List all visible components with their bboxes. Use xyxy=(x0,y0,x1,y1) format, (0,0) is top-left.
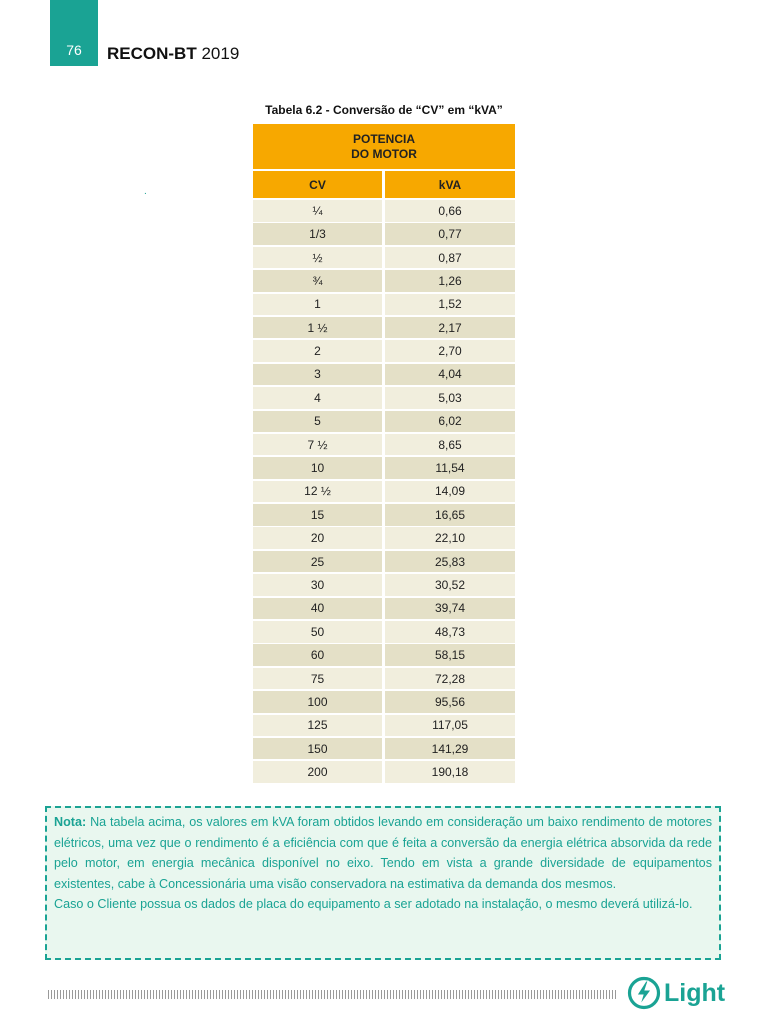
conversion-table xyxy=(253,124,515,785)
table-row xyxy=(253,434,515,456)
table-row xyxy=(253,691,515,713)
table-row xyxy=(253,551,515,573)
column-headers xyxy=(253,171,515,198)
table-row xyxy=(253,294,515,316)
cell-kva: 8,65 xyxy=(385,434,515,456)
table-row xyxy=(253,574,515,596)
cell-kva: 48,73 xyxy=(385,621,515,643)
table-body xyxy=(253,200,515,783)
table-row xyxy=(253,200,515,222)
stray-mark: . xyxy=(144,186,147,197)
table-row xyxy=(253,247,515,269)
cell-kva: 72,28 xyxy=(385,668,515,690)
note-text-1: Na tabela acima, os valores em kVA foram obtidos levando em consideração um baixo rendimento de motores elétricos, uma vez que o rendimento é a eficiência com que é feita a conversão da energia elétrica absorvida da rede pelo motor, em energia mecânica disponível no eixo. Tendo em vista a grande diversidade de equipamentos existentes, cabe à Concessionária uma visão conservadora na estimativa da demanda dos mesmos. xyxy=(54,815,712,891)
footer-barcode-decoration xyxy=(48,990,618,999)
cell-cv: 2 xyxy=(253,340,382,362)
cell-cv: 50 xyxy=(253,621,382,643)
column-header-cv: CV xyxy=(253,171,382,198)
group-header xyxy=(253,124,515,169)
cell-kva: 2,17 xyxy=(385,317,515,339)
cell-kva: 117,05 xyxy=(385,715,515,737)
cell-cv: 15 xyxy=(253,504,382,526)
table-row xyxy=(253,621,515,643)
table-row xyxy=(253,270,515,292)
group-header-line1: POTENCIA xyxy=(352,131,415,146)
note-paragraph-2: Caso o Cliente possua os dados de placa do equipamento a ser adotado na instalação, o mesmo deverá utilizá-lo. xyxy=(54,897,693,912)
table-row xyxy=(253,481,515,503)
cell-kva: 5,03 xyxy=(385,387,515,409)
cell-kva: 0,87 xyxy=(385,247,515,269)
cell-kva: 16,65 xyxy=(385,504,515,526)
cell-cv: 1 xyxy=(253,294,382,316)
table-caption: Tabela 6.2 - Conversão de “CV” em “kVA” xyxy=(265,103,503,117)
cell-kva: 4,04 xyxy=(385,364,515,386)
table-row xyxy=(253,457,515,479)
table-row xyxy=(253,364,515,386)
table-row xyxy=(253,598,515,620)
cell-kva: 2,70 xyxy=(385,340,515,362)
cell-cv: 3 xyxy=(253,364,382,386)
table-row xyxy=(253,527,515,549)
cell-cv: 7 ½ xyxy=(253,434,382,456)
lightning-bolt-icon xyxy=(627,976,661,1010)
table-row xyxy=(253,761,515,783)
table-row xyxy=(253,387,515,409)
table-row xyxy=(253,340,515,362)
page-number: 76 xyxy=(66,42,82,58)
column-header-kva: kVA xyxy=(385,171,515,198)
document-title xyxy=(107,44,239,64)
cell-cv: 200 xyxy=(253,761,382,783)
logo-text: Light xyxy=(664,978,726,1007)
cell-kva: 39,74 xyxy=(385,598,515,620)
cell-cv: 75 xyxy=(253,668,382,690)
cell-cv: 1 ½ xyxy=(253,317,382,339)
cell-cv: ½ xyxy=(253,247,382,269)
document-title-name: RECON-BT xyxy=(107,44,197,63)
table-row xyxy=(253,223,515,245)
cell-kva: 30,52 xyxy=(385,574,515,596)
cell-kva: 22,10 xyxy=(385,527,515,549)
cell-cv: 4 xyxy=(253,387,382,409)
cell-cv: 125 xyxy=(253,715,382,737)
table-row xyxy=(253,317,515,339)
cell-cv: 40 xyxy=(253,598,382,620)
cell-cv: ¾ xyxy=(253,270,382,292)
cell-kva: 58,15 xyxy=(385,644,515,666)
cell-kva: 1,52 xyxy=(385,294,515,316)
cell-kva: 6,02 xyxy=(385,411,515,433)
note-label: Nota: xyxy=(54,815,87,829)
cell-kva: 0,66 xyxy=(385,200,515,222)
cell-kva: 11,54 xyxy=(385,457,515,479)
cell-kva: 190,18 xyxy=(385,761,515,783)
cell-cv: 150 xyxy=(253,738,382,760)
cell-kva: 95,56 xyxy=(385,691,515,713)
note-box xyxy=(45,806,721,960)
document-title-year: 2019 xyxy=(201,44,240,63)
cell-kva: 141,29 xyxy=(385,738,515,760)
cell-cv: 25 xyxy=(253,551,382,573)
cell-cv: 20 xyxy=(253,527,382,549)
note-paragraph-1 xyxy=(54,812,712,894)
cell-cv: 5 xyxy=(253,411,382,433)
page-number-tab xyxy=(50,0,98,66)
cell-kva: 25,83 xyxy=(385,551,515,573)
cell-cv: 10 xyxy=(253,457,382,479)
table-row xyxy=(253,715,515,737)
cell-cv: 1/3 xyxy=(253,223,382,245)
light-logo xyxy=(627,976,725,1010)
cell-kva: 0,77 xyxy=(385,223,515,245)
table-row xyxy=(253,738,515,760)
cell-kva: 14,09 xyxy=(385,481,515,503)
group-header-line2: DO MOTOR xyxy=(351,146,417,161)
cell-kva: 1,26 xyxy=(385,270,515,292)
cell-cv: 60 xyxy=(253,644,382,666)
table-row xyxy=(253,668,515,690)
cell-cv: 12 ½ xyxy=(253,481,382,503)
table-row xyxy=(253,411,515,433)
table-row xyxy=(253,644,515,666)
cell-cv: 30 xyxy=(253,574,382,596)
cell-cv: ¼ xyxy=(253,200,382,222)
table-row xyxy=(253,504,515,526)
cell-cv: 100 xyxy=(253,691,382,713)
